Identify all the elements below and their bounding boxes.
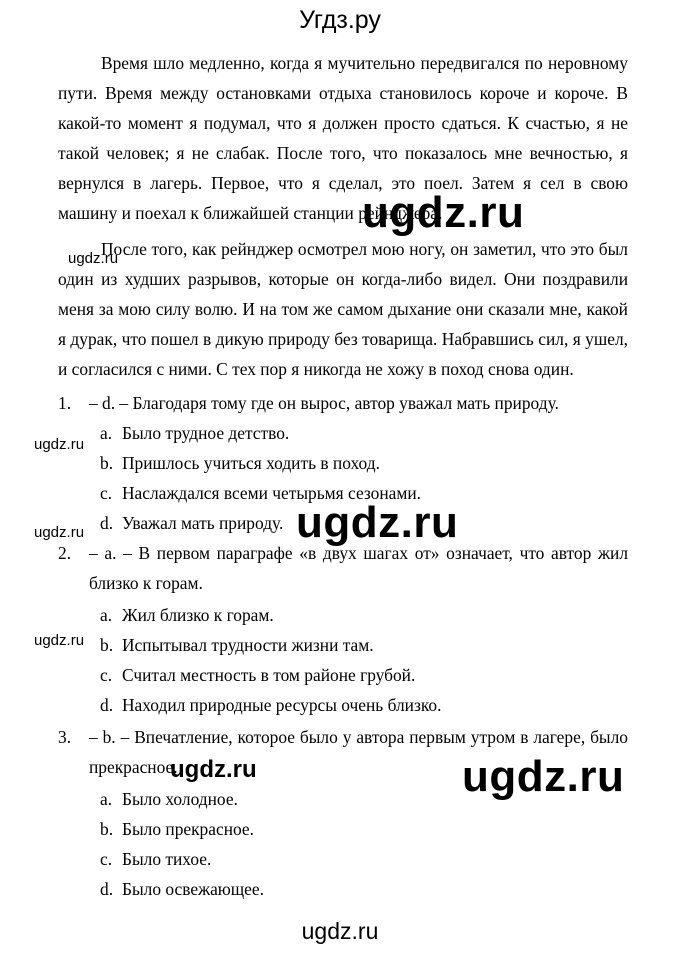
watermark-large: ugdz.ru xyxy=(462,752,625,801)
watermark-small: ugdz.ru xyxy=(34,524,85,541)
option-text: Наслаждался всеми четырьмя сезонами. xyxy=(122,483,422,503)
site-title: Угдз.ру xyxy=(299,6,381,34)
question-3-option-b xyxy=(100,814,620,844)
option-text: Было прекрасное. xyxy=(122,819,254,839)
question-2-option-d xyxy=(100,690,620,720)
option-text: Жил близко к горам. xyxy=(122,605,274,625)
question-1 xyxy=(58,388,628,418)
question-2-option-c xyxy=(100,660,620,690)
option-letter: b. xyxy=(100,819,114,839)
question-1-option-a xyxy=(100,418,620,448)
watermark-large: ugdz.ru xyxy=(296,498,459,547)
question-2-option-a xyxy=(100,600,620,630)
question-3-option-c xyxy=(100,844,620,874)
question-1-number: 1. xyxy=(58,393,72,413)
watermark-footer: ugdz.ru xyxy=(301,918,379,944)
watermark-large: ugdz.ru xyxy=(362,188,525,237)
watermark-small: ugdz.ru xyxy=(34,632,85,649)
option-letter: c. xyxy=(100,849,113,869)
question-2-option-b xyxy=(100,630,620,660)
option-letter: a. xyxy=(100,423,113,443)
option-text: Было тихое. xyxy=(122,849,212,869)
option-text: Было холодное. xyxy=(122,789,238,809)
option-letter: c. xyxy=(100,483,113,503)
option-letter: d. xyxy=(100,513,114,533)
story-paragraph-1: Время шло медленно, когда я мучительно передвигался по неровному пути. Время между остановками отдыха становилось короче и короче. В какой-то момент я подумал, что я должен просто сдаться. К счастью, я не такой человек; я не слабак. После того, что показалось мне вечностью, я вернулся в лагерь. Первое, что я сделал, это поел. Затем я сел в свою машину и поехал к ближайшей станции рейнджера. xyxy=(58,53,628,223)
option-letter: b. xyxy=(100,453,114,473)
question-3-option-d xyxy=(100,874,620,904)
watermark-small: ugdz.ru xyxy=(68,250,119,267)
watermark-medium: ugdz.ru xyxy=(170,756,257,783)
option-letter: d. xyxy=(100,695,114,715)
option-letter: d. xyxy=(100,879,114,899)
option-letter: b. xyxy=(100,635,114,655)
option-text: Было трудное детство. xyxy=(122,423,290,443)
option-text: Считал местность в том районе грубой. xyxy=(122,665,416,685)
option-text: Находил природные ресурсы очень близко. xyxy=(122,695,442,715)
question-2-number: 2. xyxy=(58,543,72,563)
question-1-text: – d. – Благодаря тому где он вырос, автор уважал мать природу. xyxy=(89,393,559,413)
option-letter: a. xyxy=(100,789,113,809)
question-2-text: – a. – В первом параграфе «в двух шагах от» означает, что автор жил близко к горам. xyxy=(89,543,628,593)
question-3-text: – b. – Впечатление, которое было у автора первым утром в лагере, было прекрасное. xyxy=(89,727,628,777)
story-paragraph-2: После того, как рейнджер осмотрел мою ногу, он заметил, что это был один из худших разрывов, которые он когда-либо видел. Они поздравили меня за мою силу волю. И на том же самом дыхание они сказали мне, какой я дурак, что пошел в дикую природу без товарища. Набравшись сил, я ушел, и согласился с ними. С тех пор я никогда не хожу в поход снова один. xyxy=(58,239,628,379)
option-text: Уважал мать природу. xyxy=(122,513,284,533)
option-text: Испытывал трудности жизни там. xyxy=(122,635,374,655)
question-3-number: 3. xyxy=(58,727,72,747)
option-text: Пришлось учиться ходить в поход. xyxy=(122,453,380,473)
watermark-small: ugdz.ru xyxy=(34,436,85,453)
option-letter: c. xyxy=(100,665,113,685)
option-letter: a. xyxy=(100,605,113,625)
option-text: Было освежающее. xyxy=(122,879,264,899)
question-1-option-b xyxy=(100,448,620,478)
